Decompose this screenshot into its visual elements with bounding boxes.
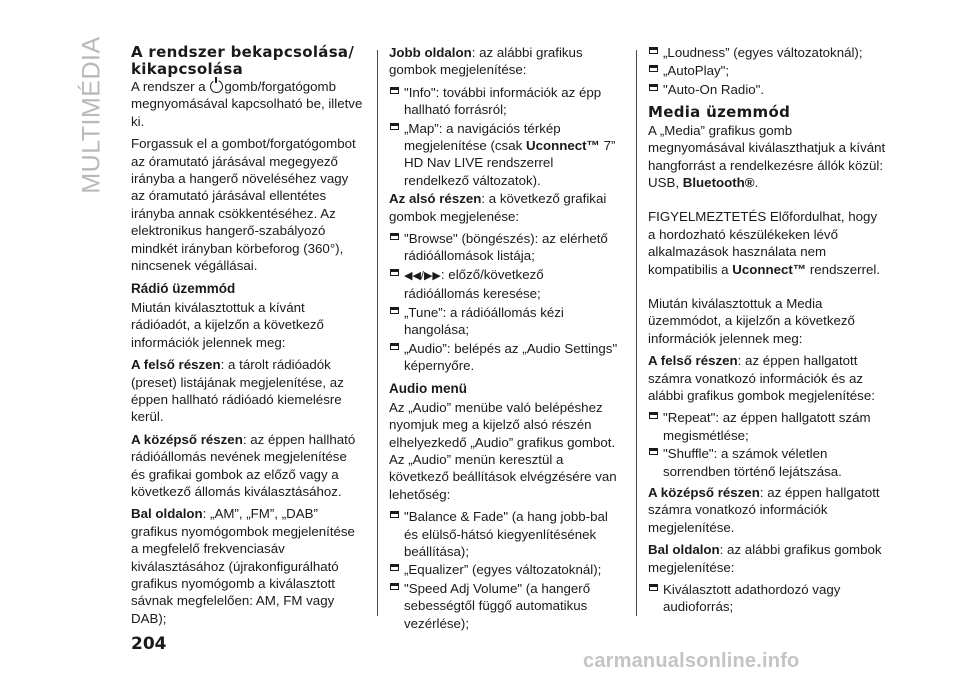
section-side-label: MULTIMÉDIA: [77, 36, 106, 194]
list-item: ◀◀/▶▶: előző/következő rádióállomás keresése;: [389, 266, 621, 303]
column-divider: [636, 50, 637, 616]
paragraph: A középső részen: az éppen hallható rádióállomás nevének megjelenítése és grafikai gombok az előző vagy a következő állomás kiválasztásához.: [131, 431, 356, 499]
power-icon: [210, 80, 223, 93]
page-number: 204: [131, 634, 167, 654]
column-2: [389, 44, 621, 633]
paragraph: A „Media” grafikus gomb megnyomásával kiválaszthatjuk a kívánt hangforrást a rendelkezésre állók közül: USB, Bluetooth®.: [648, 122, 886, 190]
paragraph: Bal oldalon: „AM”, „FM”, „DAB” grafikus nyomógombok megjelenítése a megfelelő frekvenciasáv kiválasztásához (újrakonfigurálható grafikus nyomógomb a kiválasztott sávnak megfelelően: AM, FM vagy DAB);: [131, 506, 355, 626]
subheading-audio: Audio menü: [389, 381, 467, 397]
paragraph: Bal oldalon: az alábbi grafikus gombok megjelenítése:: [648, 542, 882, 575]
column-1: [131, 44, 363, 632]
list-item: „Equalizer” (egyes változatoknál);: [389, 561, 621, 578]
list-item: "Browse" (böngészés): az elérhető rádióállomások listája;: [389, 230, 621, 265]
subheading-radio: Rádió üzemmód: [131, 281, 236, 297]
paragraph: Miután kiválasztottuk a kívánt rádióadót, a kijelzőn a következő információk jelennek meg:: [131, 299, 324, 350]
list-item: „Audio”: belépés az „Audio Settings" képernyőre.: [389, 340, 621, 375]
paragraph: A felső részen: a tárolt rádióadók (preset) listájának megjelenítése, az éppen hallható rádióadó kiemelésre kerül.: [131, 357, 344, 425]
list-item: „Map”: a navigációs térkép megjelenítése (csak Uconnect™ 7” HD Nav LIVE rendszerrel rendelkező változatok).: [389, 120, 621, 190]
paragraph: Jobb oldalon: az alábbi grafikus gombok megjelenítése:: [389, 45, 583, 78]
list-item: Kiválasztott adathordozó vagy audioforrás;: [648, 581, 886, 616]
paragraph: A rendszer a gomb/forgatógomb megnyomásával kapcsolható be, illetve ki.: [131, 79, 363, 129]
paragraph: A felső részen: az éppen hallgatott számra vonatkozó információk és az alábbi grafikus gombok megjelenítése:: [648, 353, 875, 403]
paragraph: Az „Audio” menübe való belépéshez nyomjuk meg a kijelző alsó részén elhelyezkedő „Audio” grafikus gombot. Az „Audio” menün keresztül a következő beállítások elvégzésére van lehetőség:: [389, 399, 617, 502]
column-3: [648, 44, 886, 617]
list-item: "Repeat": az éppen hallgatott szám megismétlése;: [648, 409, 886, 444]
list-item: „Tune”: a rádióállomás kézi hangolása;: [389, 304, 621, 339]
watermark: carmanualsonline.info: [583, 650, 800, 672]
list-item: "Info": további információk az épp hallható forrásról;: [389, 84, 621, 119]
paragraph: Forgassuk el a gombot/forgatógombot az óramutató járásával megegyező irányba a hangerő növeléséhez vagy az óramutató járásával ellentétes irányba annak csökkentéséhez. Az elektronikus hangerő-szabályozó mindkét irányban körbeforog (360°), nincsenek végállásai.: [131, 136, 356, 274]
paragraph: Miután kiválasztottuk a Media üzemmódot, a kijelzőn a következő információk jelennek meg:: [648, 295, 855, 346]
warning-paragraph: FIGYELMEZTETÉS Előfordulhat, hogy a hordozható készülékeken lévő alkalmazások használata nem kompatibilis a Uconnect™ rendszerrel.: [648, 209, 881, 277]
list-item: "Shuffle": a számok véletlen sorrendben történő lejátszása.: [648, 445, 886, 480]
list-item: „AutoPlay";: [648, 62, 886, 79]
section-title: Media üzemmód: [648, 103, 791, 122]
list-item: "Speed Adj Volume" (a hangerő sebességtől függő automatikus vezérlése);: [389, 580, 621, 632]
column-divider: [377, 50, 378, 616]
list-item: „Loudness” (egyes változatoknál);: [648, 44, 886, 61]
prev-next-icon: ◀◀/▶▶: [404, 269, 441, 282]
list-item: "Auto-On Radio".: [648, 81, 886, 98]
paragraph: Az alsó részen: a következő grafikai gombok megjelenése:: [389, 191, 607, 224]
paragraph: A középső részen: az éppen hallgatott számra vonatkozó információk megjelenítése.: [648, 485, 880, 535]
section-title: A rendszer bekapcsolása/ kikapcsolása: [131, 43, 355, 78]
list-item: "Balance & Fade" (a hang jobb-bal és elülső-hátsó kiegyenlítésének beállítása);: [389, 508, 621, 560]
